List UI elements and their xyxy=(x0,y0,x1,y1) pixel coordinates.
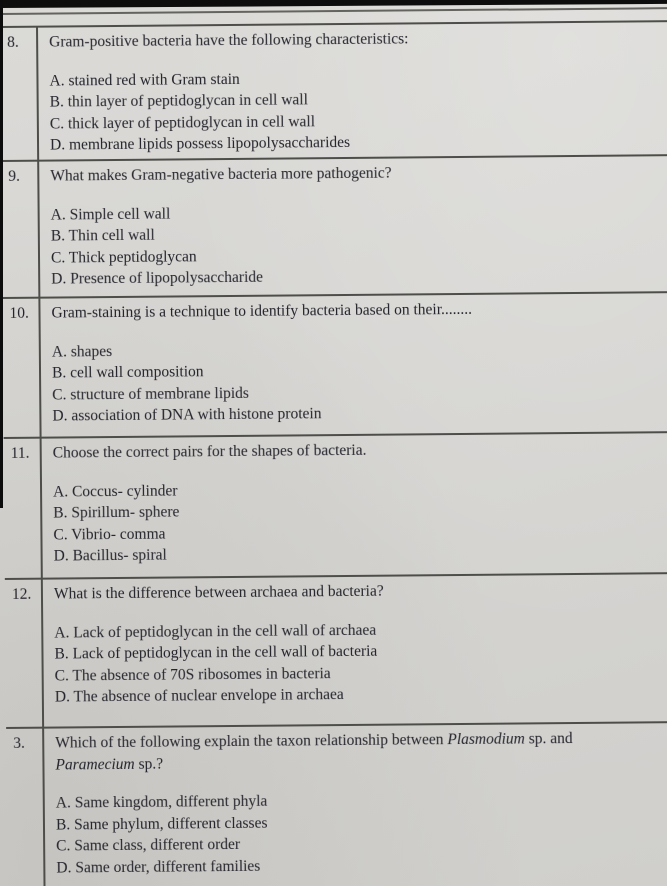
answer-option-a: A. Lack of peptidoglycan in the cell wall of archaea xyxy=(54,621,377,642)
genus-name-italic: Plasmodium xyxy=(447,730,525,749)
question-text-part: Which of the following explain the taxon relationship between xyxy=(55,731,448,752)
answer-option-b: B. Lack of peptidoglycan in the cell wall of bacteria xyxy=(54,642,378,663)
answer-option-d: D. Presence of lipopolysaccharide xyxy=(51,268,264,288)
answer-option-a: A. stained red with Gram stain xyxy=(49,70,240,90)
question-text: Gram-staining is a technique to identify bacteria based on their........ xyxy=(51,300,473,322)
question-text xyxy=(55,727,667,775)
question-number: 10. xyxy=(2,299,41,437)
question-row-13 xyxy=(6,723,667,886)
question-text: What is the difference between archaea and bacteria? xyxy=(53,582,384,603)
question-text: What makes Gram-negative bacteria more pathogenic? xyxy=(50,164,392,185)
answer-option-c: C. thick layer of peptidoglycan in cell wall xyxy=(49,112,316,133)
answer-option-d: D. The absence of nuclear envelope in archaea xyxy=(54,686,344,706)
question-row-8 xyxy=(0,22,667,162)
question-cell xyxy=(44,723,667,886)
question-cell xyxy=(38,22,667,160)
options-list xyxy=(54,617,667,708)
question-table xyxy=(0,20,667,886)
answer-option-c: C. structure of membrane lipids xyxy=(52,384,250,404)
question-cell xyxy=(43,574,667,727)
answer-option-a: A. shapes xyxy=(51,342,113,361)
options-list xyxy=(52,336,667,427)
question-table-wrapper xyxy=(0,20,667,886)
answer-option-b: B. Thin cell wall xyxy=(50,226,155,245)
question-text: Gram-positive bacteria have the following characteristics: xyxy=(49,30,409,51)
answer-option-c: C. Vibrio- comma xyxy=(53,525,166,544)
options-list xyxy=(53,476,667,567)
question-row-11 xyxy=(4,433,667,580)
answer-option-d: D. membrane lipids possess lipopolysaccharides xyxy=(49,133,351,154)
question-cell xyxy=(39,156,667,297)
question-number: 9. xyxy=(1,162,40,297)
question-text-part: sp. and xyxy=(524,730,573,748)
question-cell xyxy=(40,293,667,437)
question-number: 8. xyxy=(0,28,39,160)
options-list xyxy=(49,65,667,156)
photo-left-edge xyxy=(0,0,3,508)
answer-option-a: A. Same kingdom, different phyla xyxy=(55,792,268,812)
answer-option-b: B. cell wall composition xyxy=(51,363,204,382)
question-row-12 xyxy=(5,574,667,729)
genus-name-italic: Paramecium xyxy=(55,755,135,774)
question-text-part: sp.? xyxy=(134,755,164,773)
answer-option-b: B. Same phylum, different classes xyxy=(55,814,268,834)
answer-option-b: B. Spirillum- sphere xyxy=(53,503,180,522)
answer-option-d: D. Bacillus- spiral xyxy=(53,546,167,565)
photo-top-edge xyxy=(0,0,667,8)
options-list xyxy=(51,199,667,290)
question-number: 11. xyxy=(4,439,43,578)
answer-option-a: A. Simple cell wall xyxy=(50,205,171,224)
answer-option-c: C. Thick peptidoglycan xyxy=(50,247,197,267)
question-row-9 xyxy=(1,156,667,299)
question-row-10 xyxy=(2,293,667,439)
question-cell xyxy=(42,433,667,578)
question-number: 3. xyxy=(6,729,46,886)
answer-option-a: A. Coccus- cylinder xyxy=(52,481,178,501)
answer-option-d: D. Same order, different families xyxy=(56,857,261,877)
question-text: Choose the correct pairs for the shapes of bacteria. xyxy=(52,441,367,462)
options-list xyxy=(56,787,667,878)
answer-option-d: D. association of DNA with histone protein xyxy=(52,405,322,425)
answer-option-c: C. The absence of 70S ribosomes in bacteria xyxy=(54,664,331,685)
answer-option-c: C. Same class, different order xyxy=(56,835,241,855)
page-header-rule xyxy=(0,7,667,15)
question-number: 12. xyxy=(5,580,44,727)
answer-option-b: B. thin layer of peptidoglycan in cell wall xyxy=(49,91,308,111)
